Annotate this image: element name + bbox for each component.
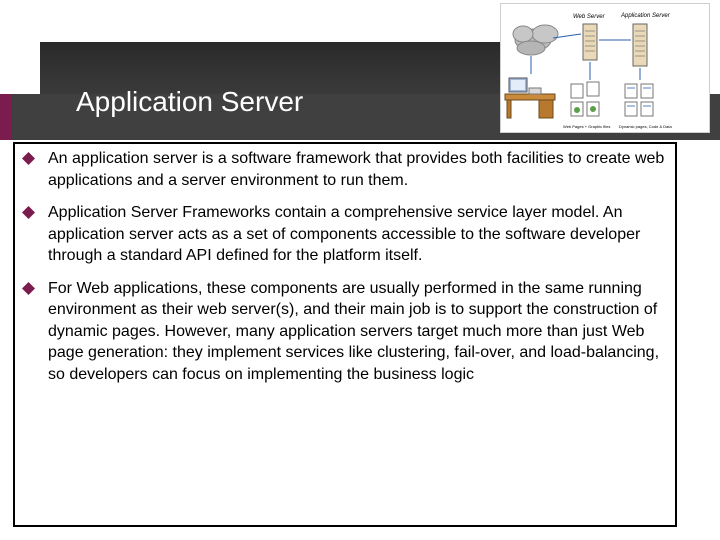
- web-server-icon: [583, 24, 597, 60]
- caption-web-pages: Web Pages + Graphic files: [563, 124, 611, 129]
- slide-title: Application Server: [76, 86, 304, 117]
- web-server-label: Web Server: [573, 14, 605, 20]
- app-server-label: Application Server: [621, 13, 670, 19]
- caption-dynamic-pages: Dynamic pages, Code & Data: [619, 124, 672, 129]
- dynamic-files-icon: [625, 84, 653, 116]
- bullet-item: [20, 278, 670, 386]
- bullet-item: [20, 148, 670, 191]
- bullet-text: An application server is a software framework that provides both facilities to create web applications and a server environment to run them.: [48, 150, 665, 189]
- application-server-icon: [633, 24, 647, 66]
- client-desk-icon: [505, 78, 555, 118]
- accent-bar: [0, 94, 12, 140]
- bullet-text: For Web applications, these components are usually performed in the same running environment as their web server(s), and their main job is to support the construction of dynamic pages. However, many application servers target much more than just Web page generation: they implement services like clustering, fail-over, and load-balancing, so developers can focus on implementing the business logic: [48, 279, 660, 383]
- web-pages-icon: [571, 82, 599, 116]
- bullet-list: [20, 148, 670, 396]
- diamond-bullet-icon: [22, 206, 35, 219]
- bullet-item: [20, 202, 670, 267]
- diamond-bullet-icon: [22, 282, 35, 295]
- internet-cloud-icon: [513, 25, 558, 55]
- diamond-bullet-icon: [22, 152, 35, 165]
- bullet-text: Application Server Frameworks contain a comprehensive service layer model. An application server acts as a set of components accessible to the software developer through a standard API defined for the platform itself.: [48, 204, 641, 264]
- network-diagram: [500, 3, 710, 133]
